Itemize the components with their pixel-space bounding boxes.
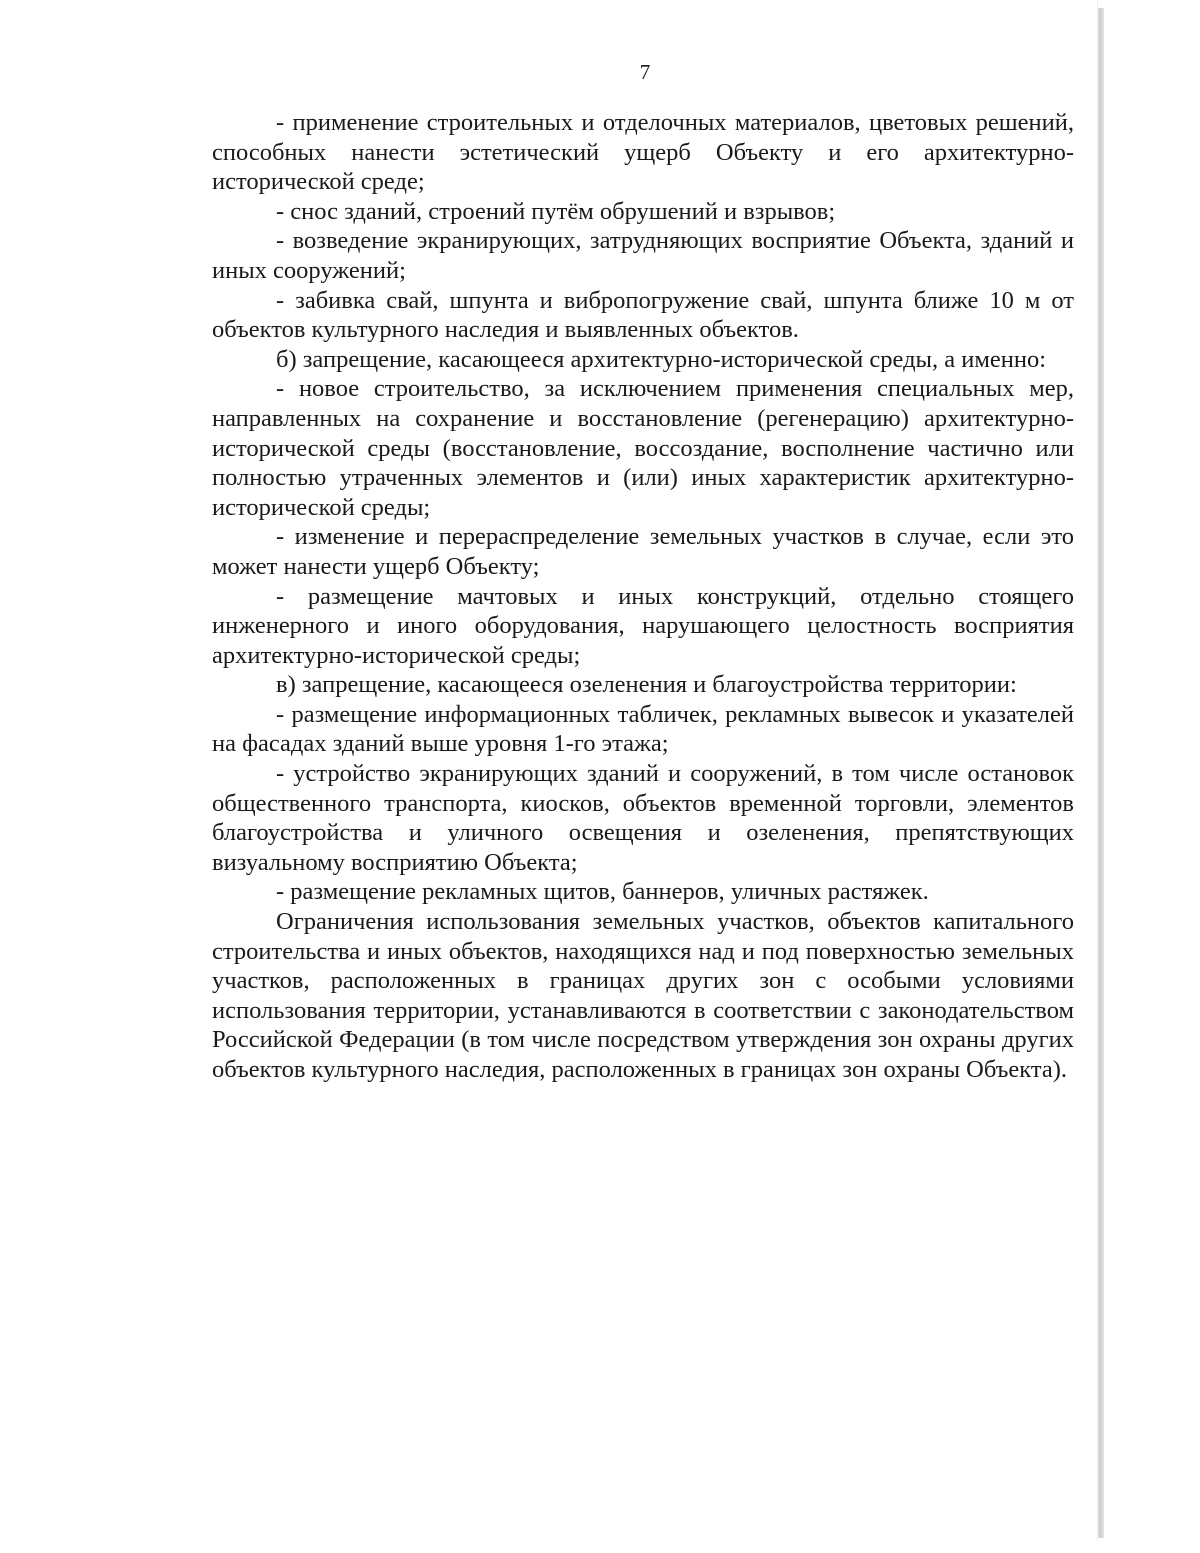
paragraph: - размещение информационных табличек, рекламных вывесок и указателей на фасадах зданий выше уровня 1-го этажа; bbox=[212, 700, 1074, 758]
paragraph: Ограничения использования земельных участков, объектов капитального строительства и иных объектов, находящихся над и под поверхностью земельных участков, расположенных в границах других зон с особыми условиями использования территории, устанавливаются в соответствии с законодательством Российской Федерации (в том числе посредством утверждения зон охраны других объектов культурного наследия, расположенных в границах зон охраны Объекта). bbox=[212, 908, 1074, 1083]
paragraph: б) запрещение, касающееся архитектурно-исторической среды, а именно: bbox=[276, 345, 1047, 373]
paragraph: - забивка свай, шпунта и вибропогружение свай, шпунта ближе 10 м от объектов культурного наследия и выявленных объектов. bbox=[212, 286, 1074, 344]
paragraph: - возведение экранирующих, затрудняющих восприятие Объекта, зданий и иных сооружений; bbox=[212, 227, 1074, 284]
paragraph: - снос зданий, строений путём обрушений и взрывов; bbox=[276, 197, 836, 225]
paragraph: - применение строительных и отделочных материалов, цветовых решений, способных нанести эстетический ущерб Объекту и его архитектурно-исторической среде; bbox=[212, 109, 1074, 196]
paragraph: - размещение рекламных щитов, баннеров, уличных растяжек. bbox=[276, 878, 929, 906]
paragraph: - устройство экранирующих зданий и сооружений, в том числе остановок общественного транспорта, киосков, объектов временной торговли, элементов благоустройства и уличного освещения и озеленения, препятствующих визуальному восприятию Объекта; bbox=[212, 760, 1074, 876]
scan-edge-shadow bbox=[1097, 8, 1104, 1538]
paragraph: - новое строительство, за исключением применения специальных мер, направленных на сохранение и восстановление (регенерацию) архитектурно-исторической среды (восстановление, воссоздание, восполнение частично или полностью утраченных элементов и (или) иных характеристик архитектурно-исторической среды; bbox=[212, 375, 1074, 521]
scan-edge-line bbox=[1097, 0, 1098, 1540]
paragraph: в) запрещение, касающееся озеленения и благоустройства территории: bbox=[276, 671, 1017, 699]
page-number: 7 bbox=[639, 60, 651, 84]
paragraph: - изменение и перераспределение земельных участков в случае, если это может нанести ущерб Объекту; bbox=[212, 523, 1074, 580]
paragraph: - размещение мачтовых и иных конструкций, отдельно стоящего инженерного и иного оборудования, нарушающего целостность восприятия архитектурно-исторической среды; bbox=[212, 582, 1074, 669]
document-body bbox=[212, 108, 1074, 1085]
